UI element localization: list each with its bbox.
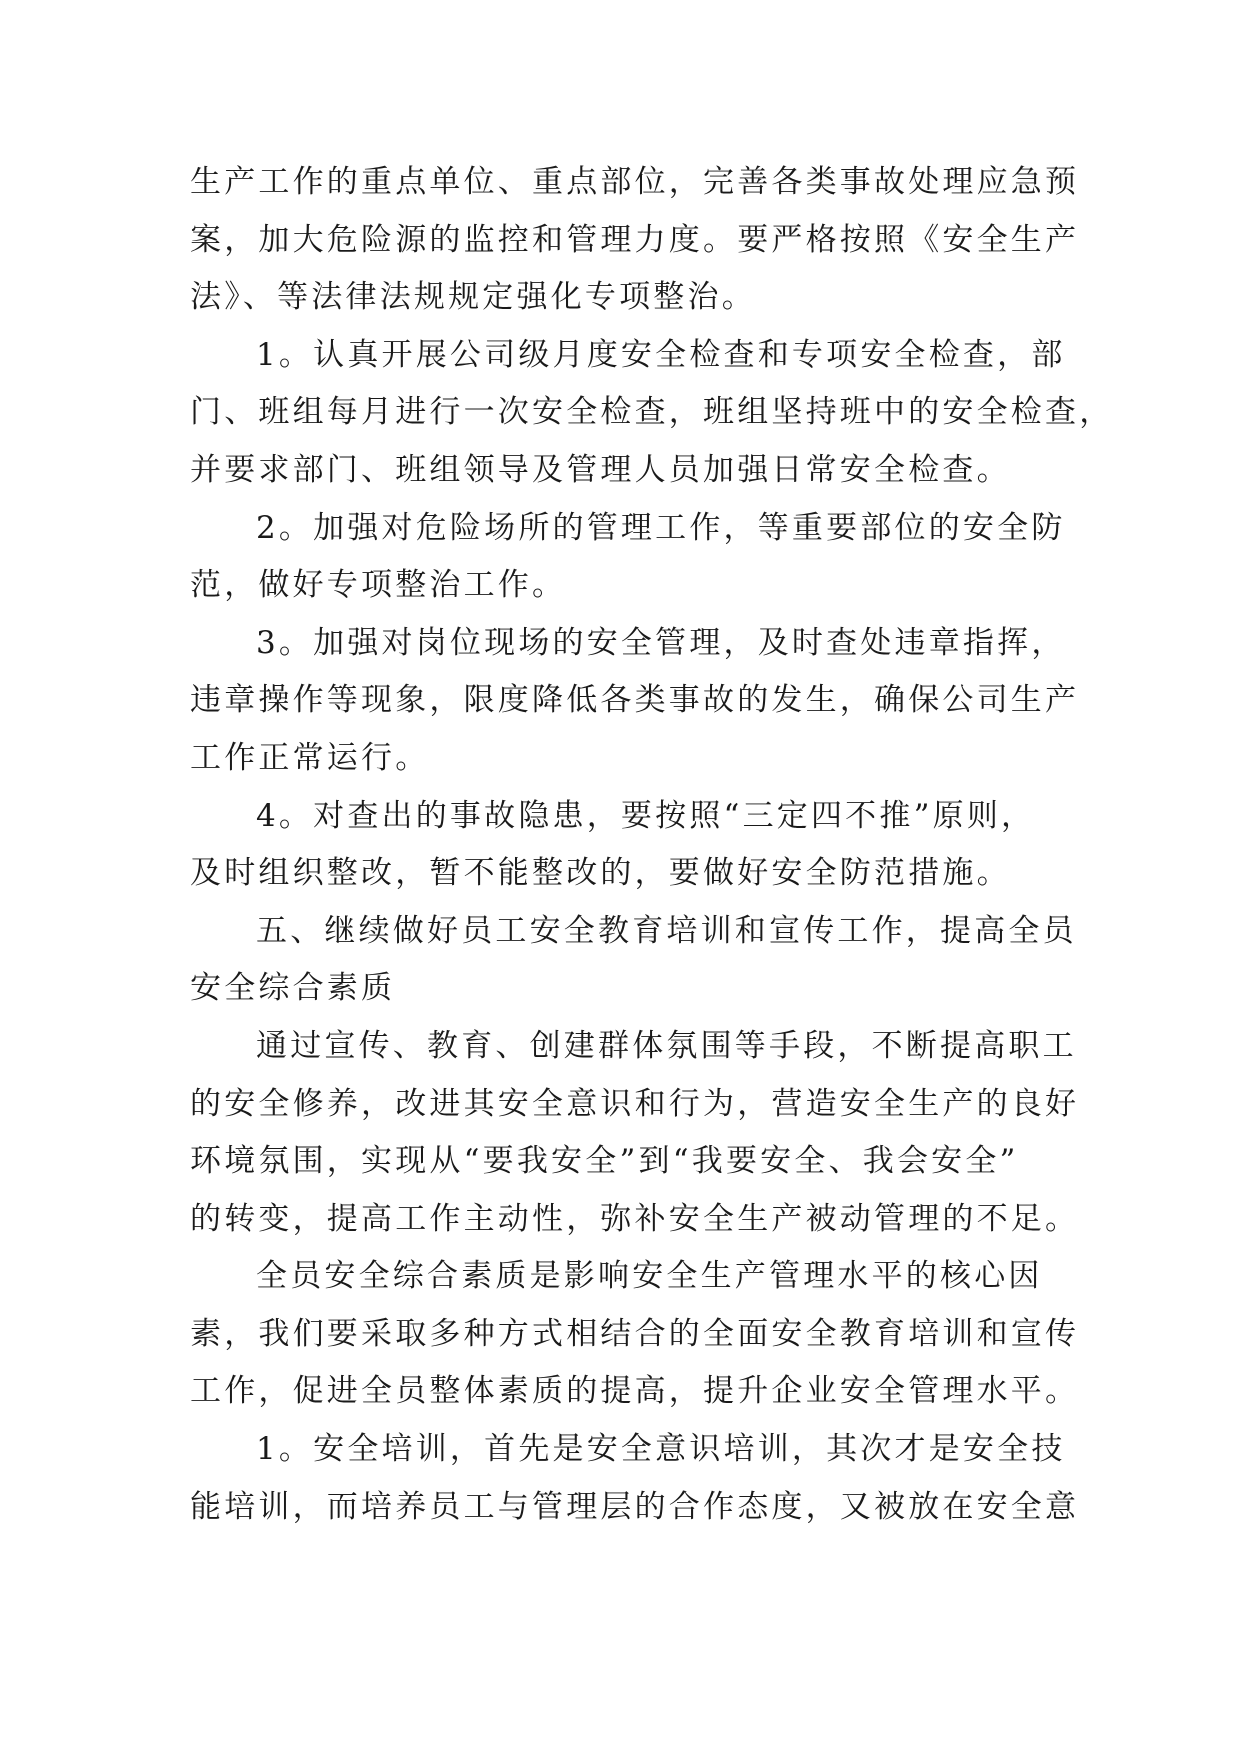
text-line: 工作，促进全员整体素质的提高，提升企业安全管理水平。 xyxy=(190,1373,1080,1410)
text-line: 全员安全综合素质是影响安全生产管理水平的核心因 xyxy=(256,1258,1043,1295)
text-line: 1。认真开展公司级月度安全检查和专项安全检查，部 xyxy=(256,336,1066,373)
body-text xyxy=(190,154,1114,1536)
text-line: 并要求部门、班组领导及管理人员加强日常安全检查。 xyxy=(190,451,1011,488)
text-line: 门、班组每月进行一次安全检查，班组坚持班中的安全检查， xyxy=(190,394,1114,431)
section-heading-line: 五、继续做好员工安全教育培训和宣传工作，提高全员 xyxy=(256,912,1077,949)
text-line: 生产工作的重点单位、重点部位，完善各类事故处理应急预 xyxy=(190,164,1080,200)
text-line: 范，做好专项整治工作。 xyxy=(190,567,567,604)
section-heading-line: 安全综合素质 xyxy=(190,970,396,1007)
text-line: 的转变，提高工作主动性，弥补安全生产被动管理的不足。 xyxy=(190,1200,1080,1237)
text-line: 能培训，而培养员工与管理层的合作态度，又被放在安全意 xyxy=(190,1488,1080,1525)
text-line: 案，加大危险源的监控和管理力度。要严格按照《安全生产 xyxy=(190,221,1080,258)
text-line: 及时组织整改，暂不能整改的，要做好安全防范措施。 xyxy=(190,855,1011,892)
text-line: 1。安全培训，首先是安全意识培训，其次才是安全技 xyxy=(256,1431,1066,1468)
text-line: 违章操作等现象，限度降低各类事故的发生，确保公司生产 xyxy=(190,682,1080,719)
text-line: 工作正常运行。 xyxy=(190,739,430,776)
text-line: 的安全修养，改进其安全意识和行为，营造安全生产的良好 xyxy=(190,1085,1080,1122)
text-line: 法》、等法律法规规定强化专项整治。 xyxy=(190,279,756,316)
text-line: 3。加强对岗位现场的安全管理，及时查处违章指挥， xyxy=(256,624,1066,661)
text-line: 素，我们要采取多种方式相结合的全面安全教育培训和宣传 xyxy=(190,1315,1080,1352)
text-line: 通过宣传、教育、创建群体氛围等手段，不断提高职工 xyxy=(256,1027,1077,1064)
text-line: 2。加强对危险场所的管理工作，等重要部位的安全防 xyxy=(256,509,1066,546)
text-line: 环境氛围，实现从“要我安全”到“我要安全、我会安全” xyxy=(190,1143,1019,1180)
text-line: 4。对查出的事故隐患，要按照“三定四不推”原则， xyxy=(256,797,1036,834)
